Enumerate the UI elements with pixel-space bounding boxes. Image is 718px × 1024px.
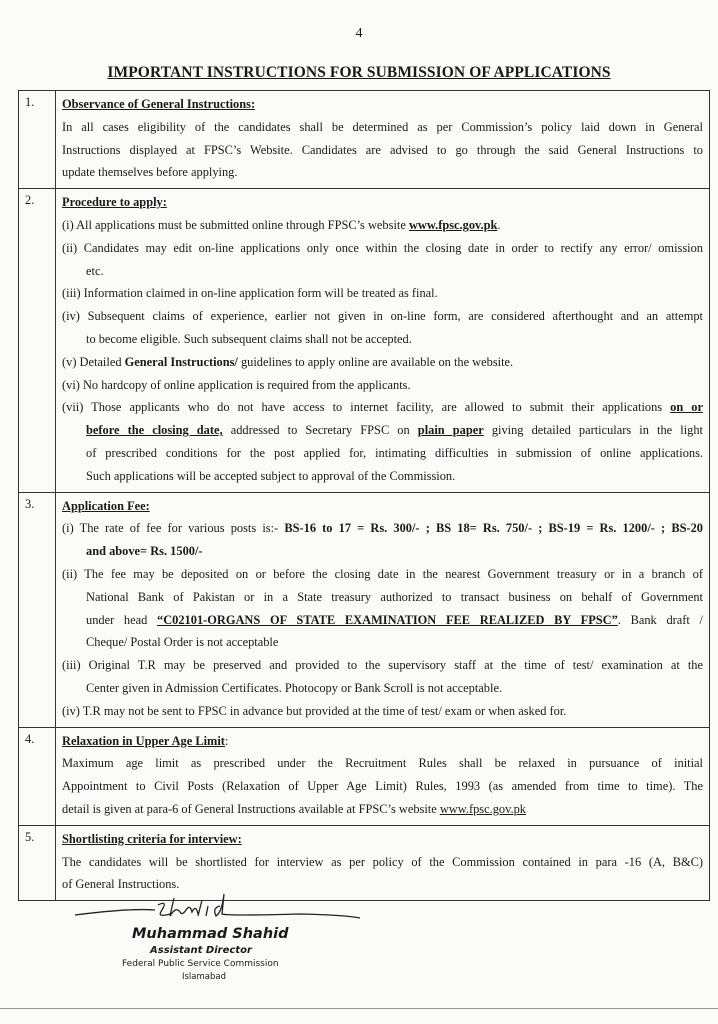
text-segment: and above= Rs. 1500/- [86,544,203,559]
text-segment: (vii) Those applicants who do not have access to internet facility, are allowed to submit their applications [62,400,671,415]
section-heading: Shortlisting criteria for interview: [62,831,242,846]
text-segment: Cheque/ Postal Order is not acceptable [86,635,279,650]
signatory-designation: Assistant Director [150,945,252,956]
section-heading-line [62,495,703,518]
list-item-line [62,419,703,442]
text-segment: “C02101-ORGANS OF STATE EXAMINATION FEE REALIZED BY FPSC” [157,612,618,627]
list-item-line [62,328,703,351]
website-link[interactable]: www.fpsc.gov.pk [408,217,498,232]
section-heading: Procedure to apply: [62,195,167,210]
paragraph-line [62,775,703,798]
section-number: 5. [19,825,56,900]
text-segment: Instructions displayed at FPSC’s Website. Candidates are advised to go through the said General Instructions to [62,142,703,157]
text-segment: . [497,217,501,232]
instruction-row [19,492,710,727]
paragraph-line [62,161,703,184]
text-segment: etc. [86,263,104,278]
text-segment: giving detailed particulars in the light [483,423,703,438]
text-segment: (iv) Subsequent claims of experience, earlier not given in on-line form, are considered afterthought and an attempt [62,309,703,324]
text-segment: guidelines to apply online are available on the website. [237,354,514,369]
paragraph-line [62,116,703,139]
text-segment: National Bank of Pakistan or in a State treasury authorized to transact business on behalf of Government [86,589,703,604]
section-heading: Application Fee: [62,498,150,513]
text-segment: General Instructions/ [124,354,238,369]
instruction-row [19,189,710,492]
text-segment: Center given in Admission Certificates. Photocopy or Bank Scroll is not acceptable. [86,680,503,695]
section-body [56,492,710,727]
section-number: 3. [19,492,56,727]
list-item-line [62,631,703,654]
list-item-line [62,654,703,677]
signatory-name: Muhammad Shahid [132,926,289,942]
list-item-line [62,396,703,419]
text-segment: (v) Detailed [62,354,125,369]
text-segment: The candidates will be shortlisted for interview as per policy of the Commission contained in para -16 (A, B&C) [62,854,703,869]
instruction-row [19,727,710,825]
page-number: 4 [355,26,363,41]
paragraph-line [62,798,703,821]
list-item-line [62,374,703,397]
section-heading: Observance of General Instructions: [62,97,256,111]
section-number: 1. [19,91,56,189]
text-segment: (iii) Information claimed in on-line application form will be treated as final. [62,286,438,301]
list-item-line [62,563,703,586]
text-segment: plain paper [417,423,484,438]
text-segment: under head [86,612,158,627]
list-item-line [62,586,703,609]
paragraph-line [62,752,703,775]
section-heading-line [62,191,703,214]
text-segment: Such applications will be accepted subject to approval of the Commission. [86,468,456,483]
text-segment: detail is given at para-6 of General Instructions available at FPSC’s website [62,801,440,816]
text-segment: addressed to Secretary FPSC on [222,423,418,438]
section-number: 4. [19,727,56,825]
section-heading-line [62,828,703,851]
text-segment: . Bank draft / [617,612,703,627]
signatory-city: Islamabad [182,972,226,982]
text-segment: (vi) No hardcopy of online application is required from the applicants. [62,377,411,392]
list-item-line [62,700,703,723]
text-segment: of General Instructions. [62,877,180,892]
text-segment: on or [670,400,703,415]
list-item-line [62,677,703,700]
instructions-table [18,90,710,901]
text-segment: In all cases eligibility of the candidates shall be determined as per Commission’s policy laid down in General [62,119,703,134]
text-segment: (i) All applications must be submitted online through FPSC’s website [62,217,409,232]
paragraph-line [62,139,703,162]
section-body [56,727,710,825]
instruction-row [19,91,710,189]
section-heading: Relaxation in Upper Age Limit [62,733,225,748]
text-segment: (ii) Candidates may edit on-line applications only once within the closing date in order to rectify any error/ omission [62,240,703,255]
section-body [56,91,710,189]
text-segment: BS-16 to 17 = Rs. 300/- ; BS 18= Rs. 750/- ; BS-19 = Rs. 1200/- ; BS-20 [284,521,703,536]
list-item-line [62,305,703,328]
section-heading-line [62,93,703,116]
list-item-line [62,442,703,465]
text-segment: (iii) Original T.R may be preserved and provided to the supervisory staff at the time of test/ examination at the [62,658,703,673]
list-item-line [62,282,703,305]
list-item-line [62,260,703,283]
text-segment: (iv) T.R may not be sent to FPSC in advance but provided at the time of test/ exam or when asked for. [62,703,567,718]
handwritten-signature [70,890,370,930]
document-title: IMPORTANT INSTRUCTIONS FOR SUBMISSION OF APPLICATIONS [107,64,611,81]
list-item-line [62,214,703,237]
list-item-line [62,517,703,540]
list-item-line [62,237,703,260]
heading-suffix: : [224,733,229,748]
text-segment: update themselves before applying. [62,165,238,180]
page-bottom-edge [0,1008,718,1009]
list-item-line [62,465,703,488]
text-segment: Maximum age limit as prescribed under the Recruitment Rules shall be relaxed in pursuance of initial [62,756,703,771]
website-link[interactable]: www.fpsc.gov.pk [439,801,526,816]
list-item-line [62,609,703,632]
text-segment: Appointment to Civil Posts (Relaxation of Upper Age Limit) Rules, 1993 (as amended from time to time). The [62,779,703,794]
signatory-organization: Federal Public Service Commission [122,959,279,969]
section-body [56,189,710,492]
section-number: 2. [19,189,56,492]
list-item-line [62,540,703,563]
text-segment: (ii) The fee may be deposited on or before the closing date in the nearest Government treasury or in a branch of [62,566,703,581]
text-segment: to become eligible. Such subsequent claims shall not be accepted. [86,331,412,346]
list-item-line [62,351,703,374]
text-segment: of prescribed conditions for the post applied for, intimating difficulties in submission of online applications. [86,445,703,460]
section-heading-line [62,730,703,753]
text-segment: (i) The rate of fee for various posts is:- [62,521,285,536]
paragraph-line [62,851,703,874]
text-segment: before the closing date, [86,423,223,438]
